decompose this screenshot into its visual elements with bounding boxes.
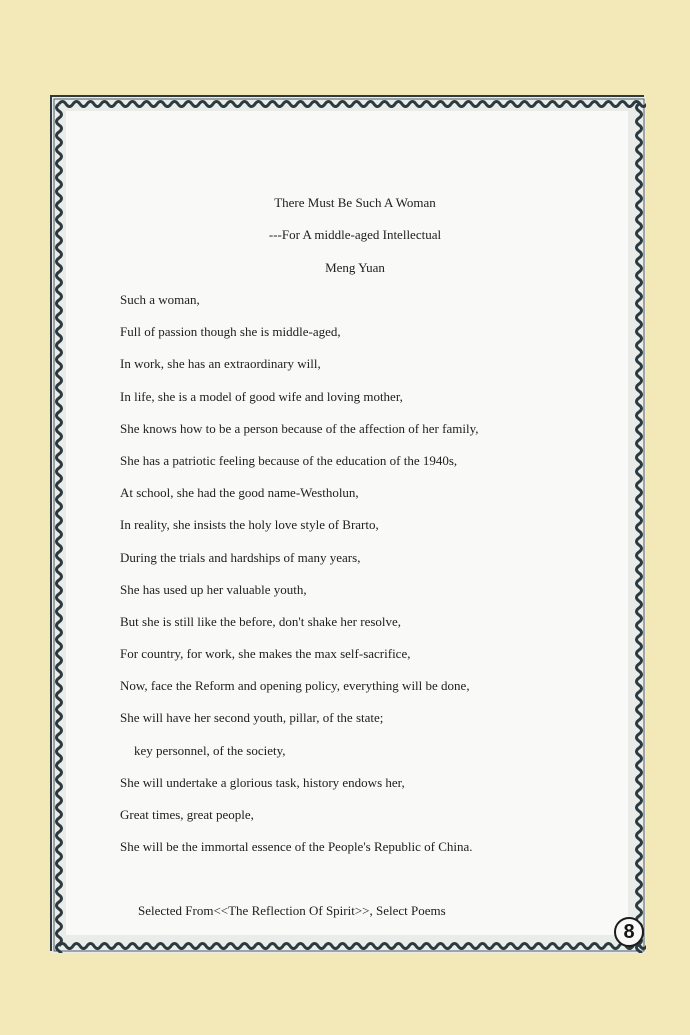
poem-line: She will undertake a glorious task, history endows her, <box>120 774 405 790</box>
poem-line: For country, for work, she makes the max self-sacrifice, <box>120 646 411 662</box>
poem-line: In life, she is a model of good wife and loving mother, <box>120 388 403 404</box>
poem-line: Such a woman, <box>120 292 200 307</box>
poem-line: She has used up her valuable youth, <box>120 581 307 597</box>
poem-line: She will have her second youth, pillar, of the state; <box>120 710 384 726</box>
poem-source: Selected From<<The Reflection Of Spirit>>, Select Poems <box>138 903 446 918</box>
poem-line: During the trials and hardships of many years, <box>120 549 361 565</box>
poem-line: But she is still like the before, don't shake her resolve, <box>120 613 402 629</box>
page-content <box>66 111 635 943</box>
document-page <box>50 95 644 951</box>
poem-line: She will be the immortal essence of the People's Republic of China. <box>120 839 473 855</box>
poem-line: She has a patriotic feeling because of the education of the 1940s, <box>120 452 458 468</box>
poem-dedication: ---For A middle-aged Intellectual <box>268 227 442 242</box>
poem-line: Great times, great people, <box>120 807 254 822</box>
poem-line: key personnel, of the society, <box>134 742 286 758</box>
poem-line: In work, she has an extraordinary will, <box>120 356 321 372</box>
poem-line: At school, she had the good name-Westholun, <box>120 485 359 501</box>
poem-line: In reality, she insists the holy love style of Brarto, <box>120 517 379 533</box>
poem-author: Meng Yuan <box>325 260 385 275</box>
poem-line: Full of passion though she is middle-aged, <box>120 324 341 340</box>
poem-line: She knows how to be a person because of the affection of her family, <box>120 420 479 436</box>
page-number-badge: 8 <box>614 917 644 947</box>
poem-body <box>120 292 620 871</box>
poem-line: Now, face the Reform and opening policy, everything will be done, <box>120 678 470 694</box>
poem-title: There Must Be Such A Woman <box>274 195 436 210</box>
